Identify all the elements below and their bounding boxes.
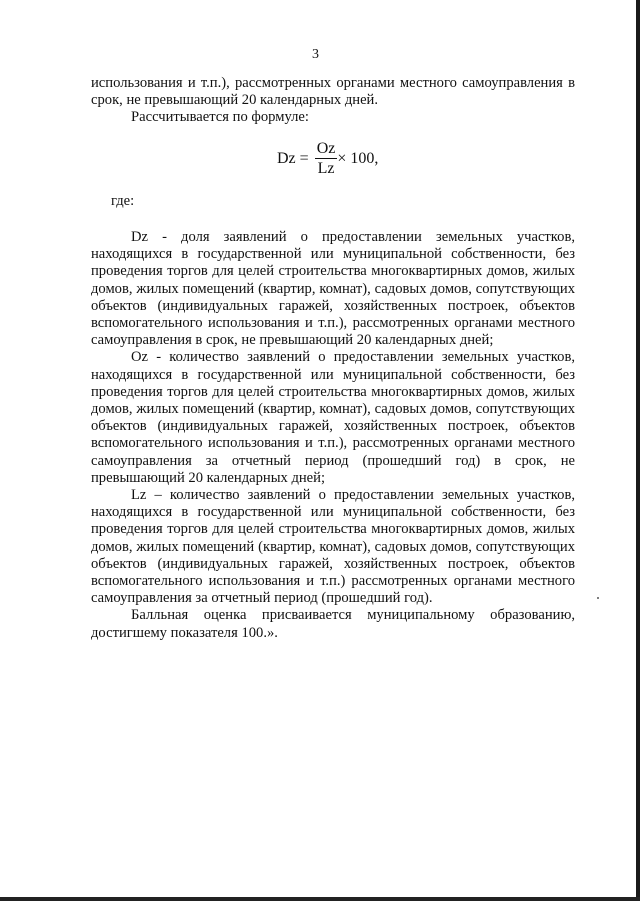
definitions-block <box>91 229 575 642</box>
formula <box>277 138 378 180</box>
definition-dz: Dz - доля заявлений о предоставлении земельных участков, находящихся в государственной или муниципальной собственности, без проведения торгов для целей строительства многоквартирных домов, жилых домов, жилых помещений (квартир, комнат), садовых домов, сопутствующих объектов (индивидуальных гаражей, хозяйственных построек, объектов вспомогательного использования и т.п.), рассмотренных органами местного самоуправления в срок, не превышающий 20 календарных дней; <box>91 229 575 349</box>
formula-lhs: Dz = <box>277 150 309 167</box>
formula-lead: Рассчитывается по формуле: <box>131 109 309 126</box>
intro-paragraph: использования и т.п.), рассмотренных органами местного самоуправления в срок, не превышающий 20 календарных дней. <box>91 75 575 109</box>
closing-paragraph: Балльная оценка присваивается муниципальному образованию, достигшему показателя 100.». <box>91 607 575 641</box>
page-edge-bottom <box>0 897 640 901</box>
margin-dot <box>597 597 599 599</box>
where-label: где: <box>111 193 135 209</box>
formula-multiplier: × 100, <box>337 150 379 167</box>
formula-numerator: Oz <box>316 139 336 157</box>
intro-block <box>91 75 575 127</box>
formula-denominator: Lz <box>317 159 335 177</box>
formula-fraction <box>315 140 338 179</box>
page-number: 3 <box>312 47 319 62</box>
page-edge-right <box>636 0 640 901</box>
definition-lz: Lz – количество заявлений о предоставлении земельных участков, находящихся в государственной или муниципальной собственности, без проведения торгов для целей строительства многоквартирных домов, жилых домов, жилых помещений (квартир, комнат), садовых домов, сопутствующих объектов (индивидуальных гаражей, хозяйственных построек, объектов вспомогательного использования и т.п.) рассмотренных органами местного самоуправления за отчетный период (прошедший год). <box>91 487 575 607</box>
definition-oz: Oz - количество заявлений о предоставлении земельных участков, находящихся в государственной или муниципальной собственности, без проведения торгов для целей строительства многоквартирных домов, жилых домов, жилых помещений (квартир, комнат), садовых домов, сопутствующих объектов (индивидуальных гаражей, хозяйственных построек, объектов вспомогательного использования и т.п.), рассмотренных органами местного самоуправления за отчетный период (прошедший год) в срок, не превышающий 20 календарных дней; <box>91 349 575 486</box>
